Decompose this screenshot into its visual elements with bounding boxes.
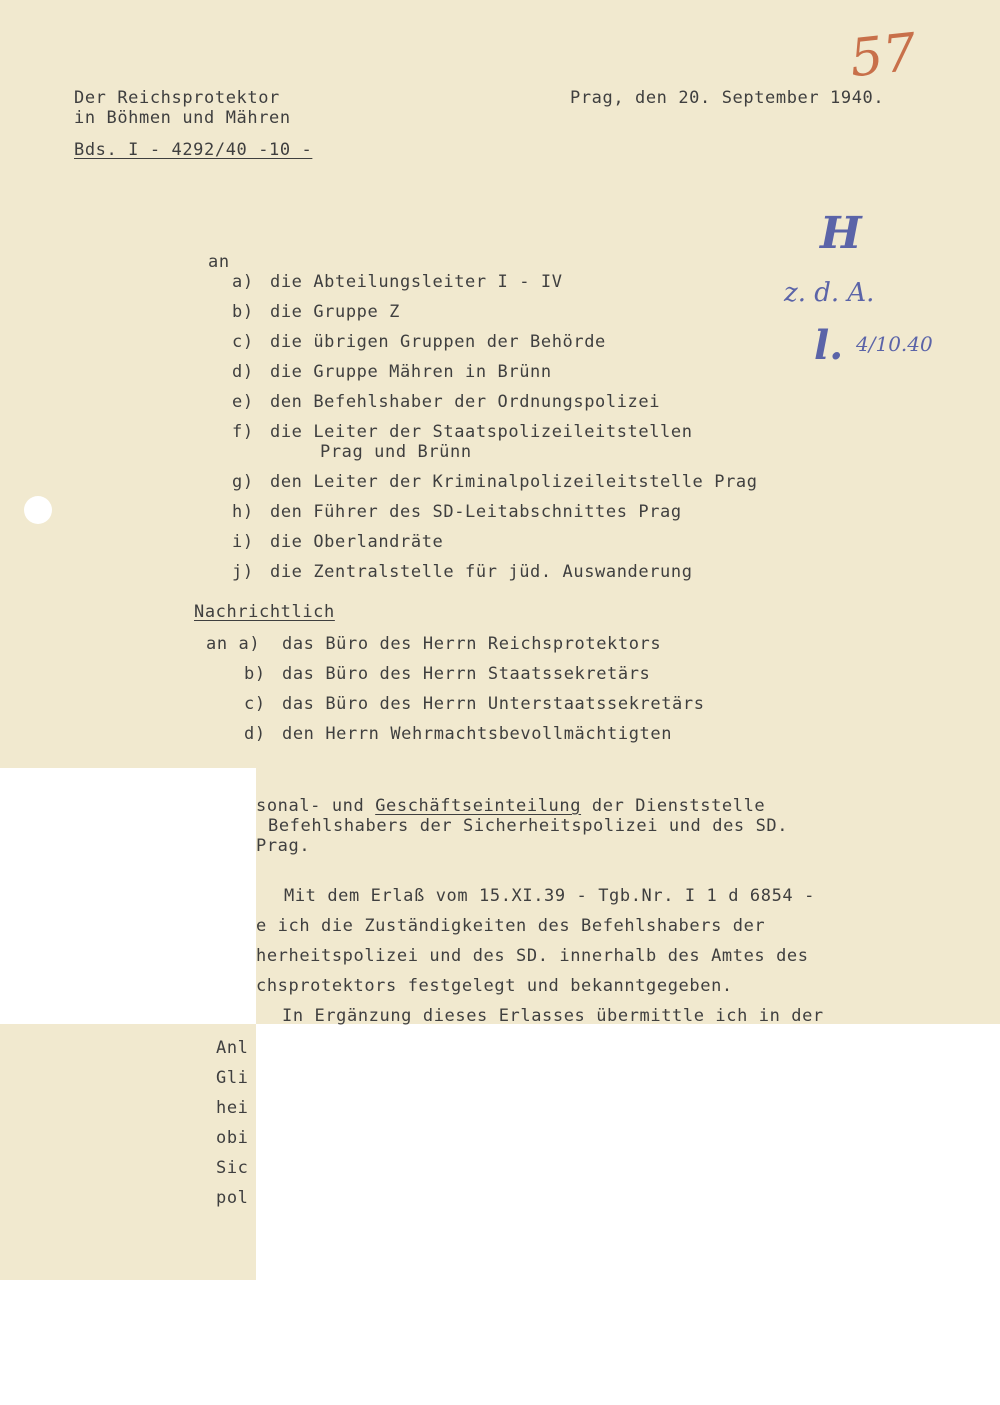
recipient-text: die Gruppe Mähren in Brünn (270, 362, 552, 382)
subject-line-3: Prag. (256, 836, 311, 856)
cc-prefix: an a) (206, 634, 261, 654)
subject-line-1-start: sonal- und (256, 796, 376, 816)
cc-text: das Büro des Herrn Unterstaatssekretärs (282, 694, 705, 714)
recipient-letter: g) (232, 472, 254, 492)
recipient-letter: j) (232, 562, 254, 582)
recipient-text: die Abteilungsleiter I - IV (270, 272, 563, 292)
body-line-3: herheitspolizei und des SD. innerhalb des Amtes des (256, 946, 809, 966)
recipient-letter: d) (232, 362, 254, 382)
recipient-letter: f) (232, 422, 254, 442)
recipient-text: die Zentralstelle für jüd. Auswanderung (270, 562, 693, 582)
letter-date: Prag, den 20. September 1940. (570, 88, 885, 108)
recipient-text-continued: Prag und Brünn (320, 442, 472, 462)
subject-line-2: Befehlshabers der Sicherheitspolizei und des SD. (268, 816, 789, 836)
punch-hole (24, 496, 52, 524)
cc-text: den Herrn Wehrmachtsbevollmächtigten (282, 724, 673, 744)
org-line-1: Der Reichsprotektor (74, 88, 280, 108)
recipient-letter: c) (232, 332, 254, 352)
recipient-letter: a) (232, 272, 254, 292)
fragment-line-4: obi (216, 1128, 249, 1148)
recipient-letter: i) (232, 532, 254, 552)
lower-text-fragment (210, 1030, 256, 1230)
body-line-1: Mit dem Erlaß vom 15.XI.39 - Tgb.Nr. I 1 d 6854 - (284, 886, 815, 906)
subject-line-1-underlined: Geschäftseinteilung (375, 796, 582, 816)
recipient-text: den Leiter der Kriminalpolizeileitstelle Prag (270, 472, 758, 492)
recipient-text: die Leiter der Staatspolizeileitstellen (270, 422, 693, 442)
recipient-letter: b) (232, 302, 254, 322)
recipient-text: den Befehlshaber der Ordnungspolizei (270, 392, 661, 412)
handwritten-mark: l. (814, 322, 844, 369)
fragment-line-6: pol (216, 1188, 249, 1208)
cc-text: das Büro des Herrn Reichsprotektors (282, 634, 662, 654)
recipient-text: die Oberlandräte (270, 532, 444, 552)
cc-prefix: b) (244, 664, 266, 684)
fragment-line-2: Gli (216, 1068, 249, 1088)
body-line-5: In Ergänzung dieses Erlasses übermittle ich in der (282, 1006, 824, 1026)
recipient-text: die Gruppe Z (270, 302, 401, 322)
recipient-text: die übrigen Gruppen der Behörde (270, 332, 606, 352)
fragment-line-1: Anl (216, 1038, 249, 1058)
fragment-line-5: Sic (216, 1158, 249, 1178)
cc-prefix: c) (244, 694, 266, 714)
handwritten-date: 4/10.40 (856, 332, 933, 356)
body-line-4: chsprotektors festgelegt und bekanntgegeben. (256, 976, 733, 996)
fragment-line-3: hei (216, 1098, 249, 1118)
handwritten-note-zda: z. d. A. (784, 278, 875, 308)
reference-number: Bds. I - 4292/40 -10 - (74, 140, 313, 160)
recipient-letter: e) (232, 392, 254, 412)
recipient-text: den Führer des SD-Leitabschnittes Prag (270, 502, 682, 522)
recipients-intro: an (208, 252, 230, 272)
subject-line-1-end: der Dienststelle (581, 796, 766, 816)
org-line-2: in Böhmen und Mähren (74, 108, 291, 128)
body-line-2: e ich die Zuständigkeiten des Befehlshabers der (256, 916, 766, 936)
cc-heading: Nachrichtlich (194, 602, 335, 622)
cc-text: das Büro des Herrn Staatssekretärs (282, 664, 651, 684)
cc-prefix: d) (244, 724, 266, 744)
folio-number: 57 (847, 22, 920, 90)
recipient-letter: h) (232, 502, 254, 522)
subject-line-1 (256, 796, 765, 816)
handwritten-initials: H (820, 208, 862, 259)
